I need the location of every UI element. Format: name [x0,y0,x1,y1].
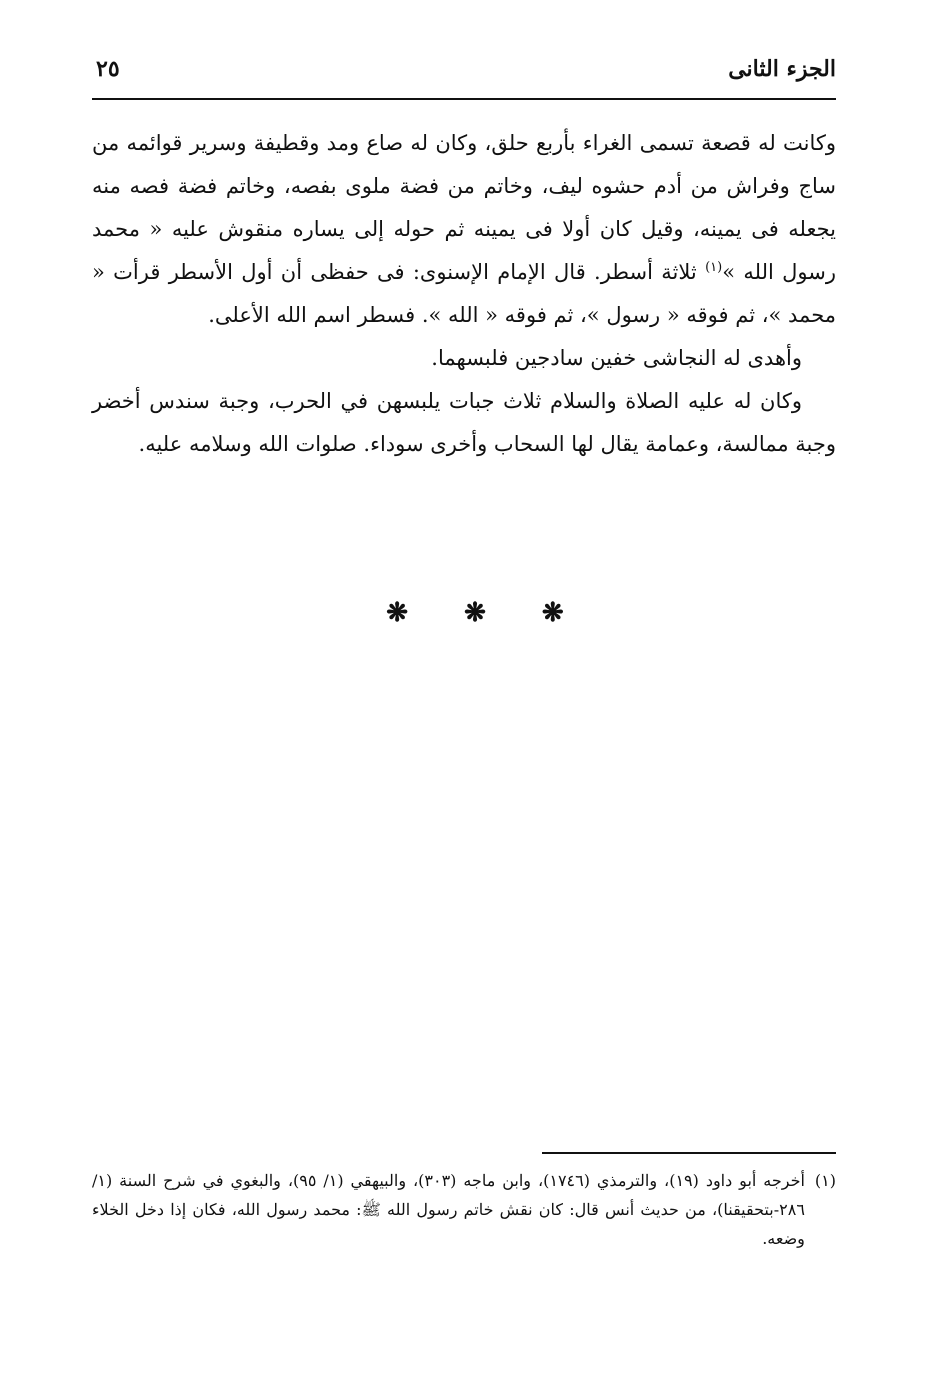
asterism-icon: ❋ [386,598,409,628]
paragraph-3: وكان له عليه الصلاة والسلام ثلاث جبات يلبسهن في الحرب، وجبة سندس أخضر وجبة ممالسة، وعمامة يقال لها السحاب وأخرى سوداء. صلوات الله وسلامه عليه. [92,389,836,456]
header-rule [92,98,836,100]
page-number: ٢٥ [96,56,120,82]
footnote-text: أخرجه أبو داود (١٩)، والترمذي (١٧٤٦)، وابن ماجه (٣٠٣)، والبيهقي (١/ ٩٥)، والبغوي في شرح السنة (١/ ٢٨٦-بتحقيقنا)، من حديث أنس قال: كان نقش خاتم رسول الله ﷺ: محمد رسول الله، فكان إذا دخل الخلاء وضعه. [92,1171,805,1248]
running-title: الجزء الثانى [728,56,836,82]
asterism-icon: ❋ [464,598,486,628]
footnote-rule [542,1152,836,1154]
footnote-number: (١) [814,1171,836,1190]
footnote-item [92,1166,836,1253]
asterism-icon: ❋ [541,598,564,628]
paragraph-1-part-b: ثلاثة أسطر. قال الإمام الإسنوى: فى حفظى أن أول الأسطر قرأت « محمد »، ثم فوقه « رسول »، ثم فوقه « الله ». فسطر اسم الله الأعلى. [92,260,836,327]
main-text [92,122,836,466]
paragraph-1 [92,122,836,337]
paragraph-2: وأهدى له النجاشى خفين سادجين فلبسهما. [431,346,802,370]
footnote-reference: (١) [705,260,723,275]
footnotes [92,1166,836,1253]
section-ornament [0,598,950,628]
page-header [92,56,836,96]
paragraph-1-part-a: وكانت له قصعة تسمى الغراء بأربع حلق، وكان له صاع ومد وقطيفة وسرير قوائمه من ساج وفراش من أدم حشوه ليف، وخاتم من فضة ملوى بفصه، وخاتم فضة فصه منه يجعله فى يمينه، وقيل كان أولا فى يمينه ثم حوله إلى يساره منقوش عليه « محمد رسول الله » [92,131,836,284]
